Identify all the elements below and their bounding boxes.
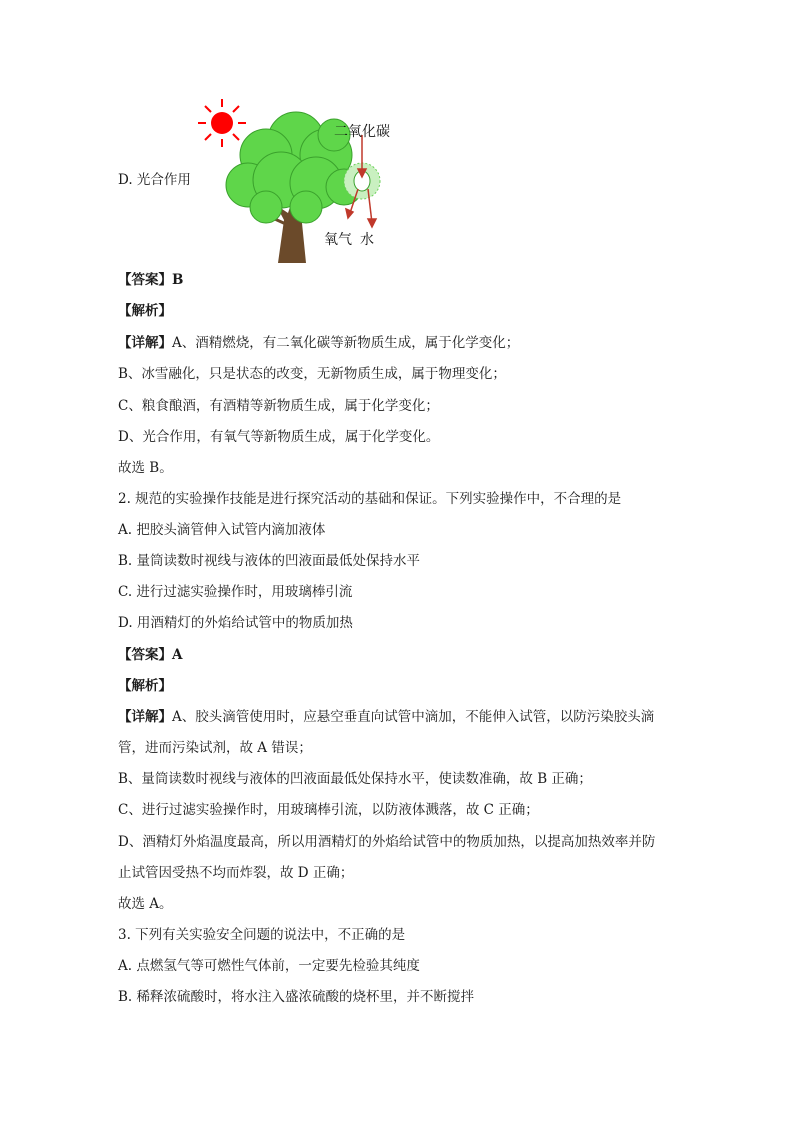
sun-icon [198, 99, 246, 147]
q1-line-1: B、冰雪融化，只是状态的改变，无新物质生成，属于物理变化； [118, 366, 506, 382]
photosynthesis-figure [196, 95, 406, 265]
q2-answer: 【答案】A [118, 647, 183, 663]
q1-detail-line [118, 333, 519, 353]
q2-line-0: A、胶头滴管使用时，应悬空垂直向试管中滴加，不能伸入试管，以防污染胶头滴 [172, 709, 655, 725]
q2-analysis-title: 【解析】 [118, 678, 172, 694]
q2-line-5: 止试管因受热不均而炸裂，故 D 正确； [118, 865, 354, 881]
q3-option-b: B. 稀释浓硫酸时，将水注入盛浓硫酸的烧杯里，并不断搅拌 [118, 989, 475, 1005]
q2-conclusion: 故选 A。 [118, 896, 173, 912]
q2-detail-tag: 【详解】 [118, 709, 172, 725]
q2-line-4: D、酒精灯外焰温度最高，所以用酒精灯的外焰给试管中的物质加热，以提高加热效率并防 [118, 834, 656, 850]
q2-line-1: 管，进而污染试剂，故 A 错误； [118, 740, 312, 756]
co2-label: 二氧化碳 [334, 124, 390, 140]
q2-line-2: B、量筒读数时视线与液体的凹液面最低处保持水平，使读数准确，故 B 正确； [118, 771, 592, 787]
q1-conclusion: 故选 B。 [118, 460, 173, 476]
q2-option-a: A. 把胶头滴管伸入试管内滴加液体 [118, 522, 326, 538]
q3-stem: 3. 下列有关实验安全问题的说法中，不正确的是 [118, 927, 406, 943]
q2-stem: 2. 规范的实验操作技能是进行探究活动的基础和保证。下列实验操作中，不合理的是 [118, 491, 622, 507]
q1-answer: 【答案】B [118, 272, 184, 288]
q3-option-a: A. 点燃氢气等可燃性气体前，一定要先检验其纯度 [118, 958, 420, 974]
q1-line-0: A、酒精燃烧，有二氧化碳等新物质生成，属于化学变化； [172, 335, 520, 351]
o2-label: 氧气 [324, 232, 352, 248]
water-label: 水 [360, 232, 374, 248]
q2-option-d: D. 用酒精灯的外焰给试管中的物质加热 [118, 615, 353, 631]
q1-analysis-title: 【解析】 [118, 303, 172, 319]
q2-line-3: C、进行过滤实验操作时，用玻璃棒引流，以防液体溅落，故 C 正确； [118, 802, 539, 818]
q2-detail-line [118, 707, 654, 727]
q2-option-b: B. 量筒读数时视线与液体的凹液面最低处保持水平 [118, 553, 421, 569]
q2-option-c: C. 进行过滤实验操作时，用玻璃棒引流 [118, 584, 353, 600]
option-d-label: D. 光合作用 [118, 172, 191, 188]
q1-line-3: D、光合作用，有氧气等新物质生成，属于化学变化。 [118, 429, 440, 445]
q1-detail-tag: 【详解】 [118, 335, 172, 351]
q1-line-2: C、粮食酿酒，有酒精等新物质生成，属于化学变化； [118, 398, 439, 414]
